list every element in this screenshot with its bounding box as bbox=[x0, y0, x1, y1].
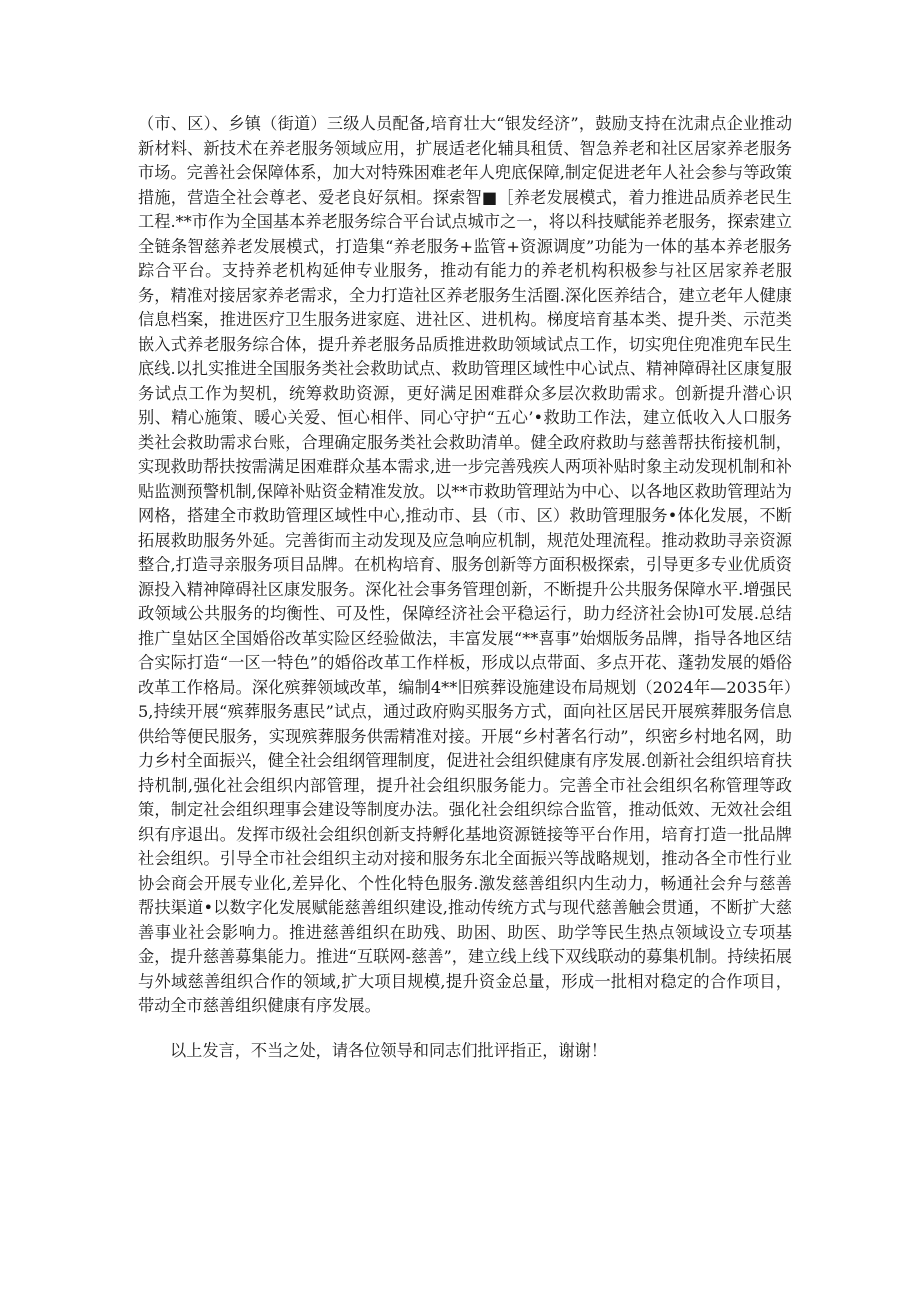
body-paragraph: （市、区）、乡镇（街道）三级人员配备,培育壮大“银发经济”，鼓励支持在沈肃点企业推动新材料、新技术在养老服务领域应用，扩展适老化辅具租赁、智急养老和社区居家养老服务市场。完善社会保障体系，加大对特殊困难老年人兜底保障,制定促进老年人社会参与等政策措施，营造全社会尊老、爱老良好氛相。探索智■［养老发展模式，着力推进品质养老民生工程.**市作为全国基本养老服务综合平台试点城市之一，将以科技赋能养老服务，探索建立全链条智慈养老发展模式，打造集“养老服务+监管+资源调度”功能为一体的基本养老服务踪合平台。支持养老机构延伸专业服务，推动有能力的养老机构积极参与社区居家养老服务，精准对接居家养老需求，全力打造社区养老服务生活圈.深化医养结合，建立老年人健康信息档案，推进医疗卫生服务进家庭、进社区、进机构。梯度培育基本类、提升类、示范类嵌入式养老服务综合体，提升养老服务品质推进救助领域试点工作，切实兜住兜准兜车民生底线.以扎实推进全国服务类社会救助试点、救助管理区域性中心试点、精神障碍社区康复服务试点工作为契机，统筹救助资源，更好满足困难群众多层次救助需求。创新提升潜心识别、精心施策、暖心关爱、恒心相伴、同心守护“五心’•救助工作法，建立低收入人口服务类社会救助需求台账，合理确定服务类社会救助清单。健全政府救助与慈善帮扶衔接机制，实现救助帮扶按需满足困难群众基本需求,进一步完善残疾人两项补贴时象主动发现机制和补贴监测预警机制,保障补贴资金精准发放。以**市救助管理站为中心、以各地区救助管理站为网格，搭建全市救助管理区域性中心,推动市、县（市、区）救助管理服务•体化发展，不断拓展救助服务外延。完善街而主动发现及应急响应机制，规范处理流程。推动救助寻亲资源整合,打造寻亲服务项目品牌。在机构培育、服务创新等方面积极探索，引导更多专业优质资源投入精神障碍社区康发服务。深化社会事务管理创新，不断提升公共服务保障水平.增强民政领域公共服务的均衡性、可及性，保障经济社会平稳运行，助力经济社会协l可发展.总结推广皇姑区全国婚俗改革实险区经验做法，丰富发展“**喜事”始烟版务品牌，指导各地区结合实际打造“一区一特色”的婚俗改革工作样板，形成以点带面、多点开花、蓬勃发展的婚俗改革工作格局。深化殡葬领域改革，编制4**旧殡葬设施建设布局规划（2024年—2035年）5,持续开展“殡葬服务惠民”试点，通过政府购买服务方式，面向社区居民开展殡葬服务信息供给等便民服务，实现殡葬服务供需精准对接。开展“乡村著名行动”，织密乡村地名网，助力乡村全面振兴，健全社会组纲管理制度，促进社会组织健康有序发展.创新社会组织培育扶持机制,强化社会组织内部管理，提升社会组织服务能力。完善全市社会组织名称管理等政策，制定社会组织理事会建设等制度办法。强化社会组织综合监管，推动低效、无效社会组织有序退出。发挥市级社会组织创新支持孵化基地资源链接等平台作用，培育打造一批品牌社会组织。引导全市社会组织主动对接和服务东北全面振兴等战略规划，推动各全市性行业协会商会开展专业化,差异化、个性化特色服务.激发慈善组织内生动力，畅通社会弁与慈善帮扶渠道•以数字化发展赋能慈善组织建设,推动传统方式与现代慈善触会贯通，不断扩大慈善事业社会影响力。推进慈善组织在助残、助困、助医、助学等民生热点领域设立专项基金，提升慈善募集能力。推进“互联网-慈善”，建立线上线下双线联动的募集机制。持续拓展与外域慈善组织合作的领域,扩大项目规模,提升资金总量，形成一批相对稳定的合作项目，带动全市慈善组织健康有序发展。 bbox=[138, 114, 792, 1015]
document-page bbox=[138, 112, 792, 1063]
closing-remark: 以上发言，不当之处，请各位领导和同志们批评指正，谢谢！ bbox=[170, 1040, 608, 1060]
